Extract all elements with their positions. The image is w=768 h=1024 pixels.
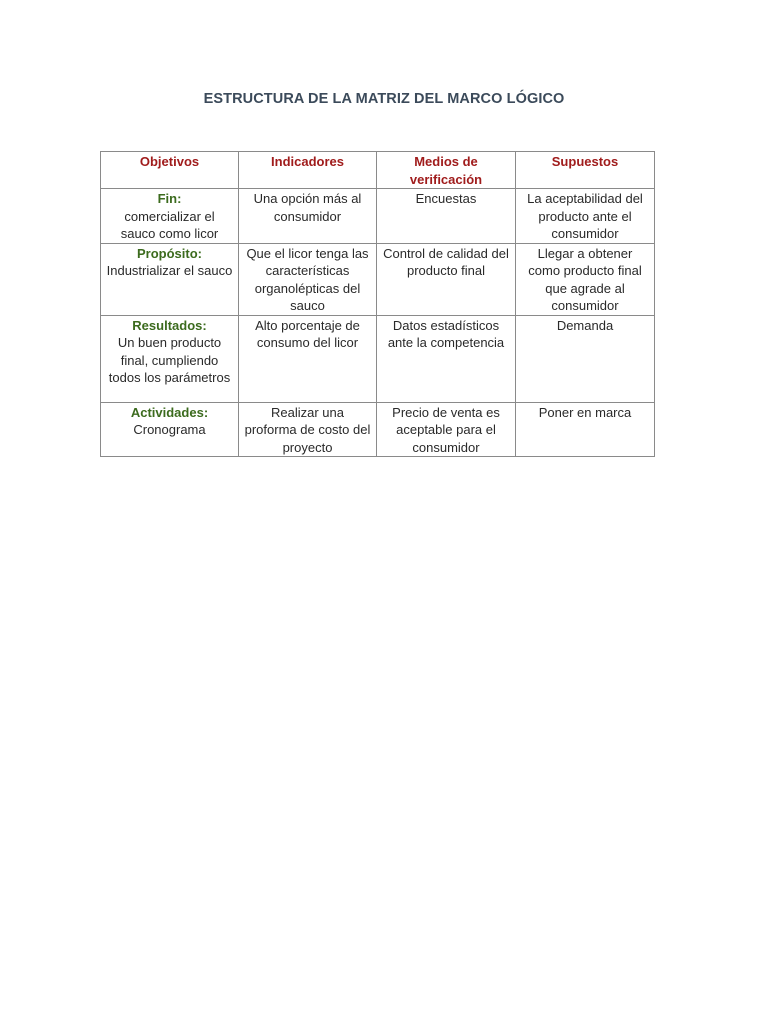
objective-cell (101, 402, 239, 457)
table-row (101, 315, 655, 402)
header-indicadores: Indicadores (239, 152, 377, 189)
table-header-row (101, 152, 655, 189)
verification-text: Datos estadísticos ante la competencia (387, 317, 505, 350)
assumption-cell (516, 189, 655, 244)
indicator-cell (239, 315, 377, 402)
header-supuestos: Supuestos (516, 152, 655, 189)
objective-text: Cronograma (133, 422, 206, 437)
row-label: Propósito: (137, 245, 202, 261)
indicator-cell (239, 402, 377, 457)
table-row (101, 402, 655, 457)
objective-text: Un buen producto final, cumpliendo todos los parámetros (108, 335, 231, 385)
assumption-text: Poner en marca (538, 404, 632, 420)
table-row (101, 243, 655, 315)
verification-text: Encuestas (415, 191, 477, 206)
verification-cell (377, 315, 516, 402)
indicator-cell (239, 189, 377, 244)
objective-text: comercializar el sauco como licor (120, 208, 219, 241)
assumption-text: Llegar a obtener como producto final que agrade al consumidor (528, 245, 642, 313)
verification-text: Control de calidad del producto final (383, 245, 509, 278)
assumption-text: La aceptabilidad del producto ante el consumidor (527, 191, 643, 241)
indicator-cell (239, 243, 377, 315)
page-title: ESTRUCTURA DE LA MATRIZ DEL MARCO LÓGICO (203, 91, 565, 107)
verification-text: Precio de venta es aceptable para el consumidor (392, 404, 500, 455)
objective-text: Industrializar el sauco (106, 263, 233, 278)
objective-cell (101, 189, 239, 244)
indicator-text: Una opción más al consumidor (253, 191, 362, 224)
header-medios-verificacion: Medios de verificación (377, 152, 516, 189)
indicator-text: Realizar una proforma de costo del proyecto (244, 404, 371, 455)
table-row (101, 189, 655, 244)
indicator-text: Que el licor tenga las características organolépticas del sauco (246, 245, 369, 313)
verification-cell (377, 243, 516, 315)
row-label: Resultados: (132, 317, 207, 333)
assumption-cell (516, 315, 655, 402)
assumption-text: Demanda (556, 317, 614, 333)
row-label: Actividades: (130, 404, 209, 420)
indicator-text: Alto porcentaje de consumo del licor (255, 317, 360, 350)
objective-cell (101, 315, 239, 402)
verification-cell (377, 402, 516, 457)
row-label: Fin: (157, 191, 182, 206)
verification-cell (377, 189, 516, 244)
logical-framework-matrix (100, 151, 655, 457)
header-objetivos: Objetivos (101, 152, 239, 189)
objective-cell (101, 243, 239, 315)
assumption-cell (516, 402, 655, 457)
assumption-cell (516, 243, 655, 315)
